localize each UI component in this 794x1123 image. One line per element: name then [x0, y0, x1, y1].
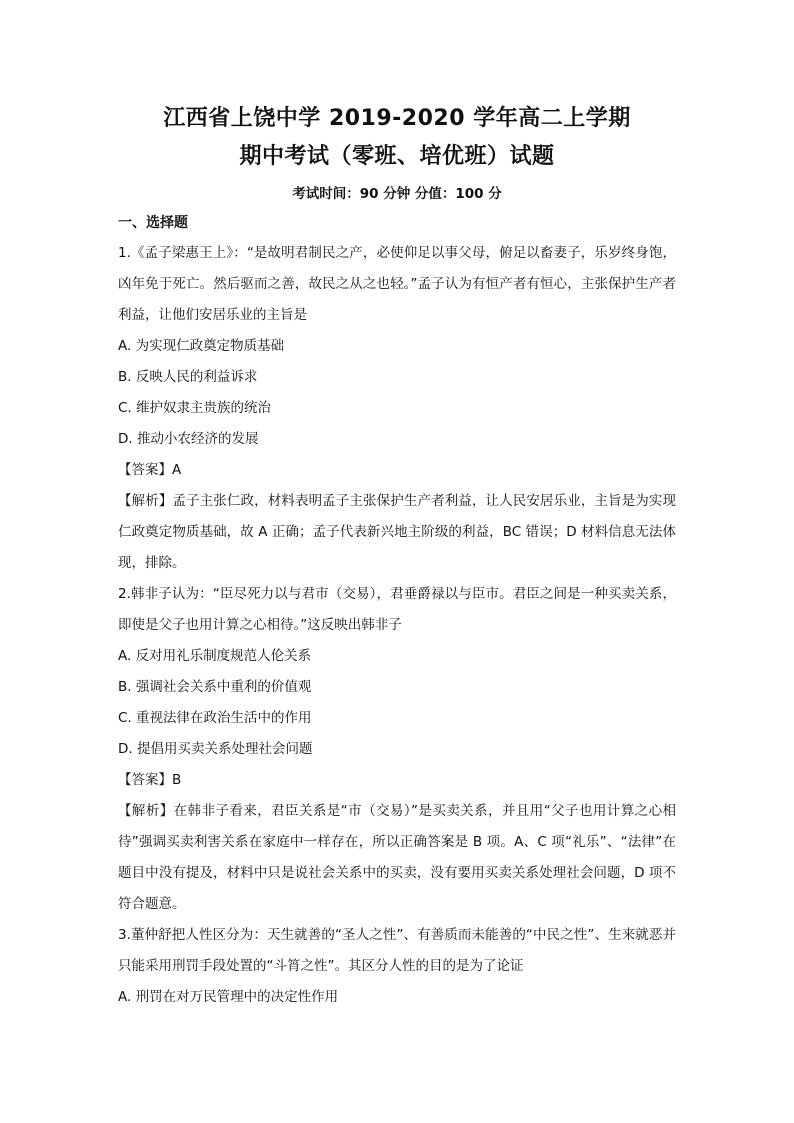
option-d: D. 提倡用买卖关系处理社会问题 [118, 741, 313, 757]
exam-info: 考试时间：90 分钟 分值：100 分 [292, 186, 502, 202]
question-1 [118, 238, 676, 579]
option-c: C. 重视法律在政治生活中的作用 [118, 710, 312, 726]
option-b: B. 反映人民的利益诉求 [118, 369, 258, 385]
analysis: 【解析】在韩非子看来，君臣关系是“市（交易）”是买卖关系，并且用“父子也用计算之心相待”强调买卖利害关系在家庭中一样存在，所以正确答案是 B 项。A、C 项“礼乐”、“法律”在题目中没有提及，材料中只是说社会关系中的买卖，没有要用买卖关系处理社会问题，D 项不符合题意。 [118, 803, 676, 912]
option-d: D. 推动小农经济的发展 [118, 431, 259, 447]
question-3 [118, 920, 676, 1013]
document-title-line-2: 期中考试（零班、培优班）试题 [239, 144, 555, 169]
option-a: A. 刑罚在对万民管理中的决定性作用 [118, 989, 339, 1005]
document-title-line-1: 江西省上饶中学 2019-2020 学年高二上学期 [163, 106, 631, 131]
question-stem: 3.董仲舒把人性区分为：天生就善的“圣人之性”、有善质而未能善的“中民之性”、生来就恶并只能采用刑罚手段处置的“斗筲之性”。其区分人性的目的是为了论证 [118, 927, 676, 974]
option-a: A. 为实现仁政奠定物质基础 [118, 338, 285, 354]
question-2 [118, 579, 676, 920]
answer: 【答案】A [118, 462, 182, 478]
section-heading: 一、选择题 [118, 215, 188, 231]
answer: 【答案】B [118, 772, 182, 788]
option-b: B. 强调社会关系中重利的价值观 [118, 679, 312, 695]
analysis: 【解析】孟子主张仁政，材料表明孟子主张保护生产者利益，让人民安居乐业，主旨是为实现仁政奠定物质基础，故 A 正确；孟子代表新兴地主阶级的利益，BC 错误；D 材料信息无法体现，排除。 [118, 493, 676, 571]
option-c: C. 维护奴隶主贵族的统治 [118, 400, 272, 416]
question-stem: 1.《孟子梁惠王上》：“是故明君制民之产，必使仰足以事父母，俯足以畜妻子，乐岁终身饱，凶年免于死亡。然后驱而之善，故民之从之也轻。”孟子认为有恒产者有恒心，主张保护生产者利益，让他们安居乐业的主旨是 [118, 245, 676, 323]
question-stem: 2.韩非子认为：“臣尽死力以与君市（交易），君垂爵禄以与臣市。君臣之间是一种买卖关系，即使是父子也用计算之心相待。”这反映出韩非子 [118, 586, 676, 633]
option-a: A. 反对用礼乐制度规范人伦关系 [118, 648, 312, 664]
